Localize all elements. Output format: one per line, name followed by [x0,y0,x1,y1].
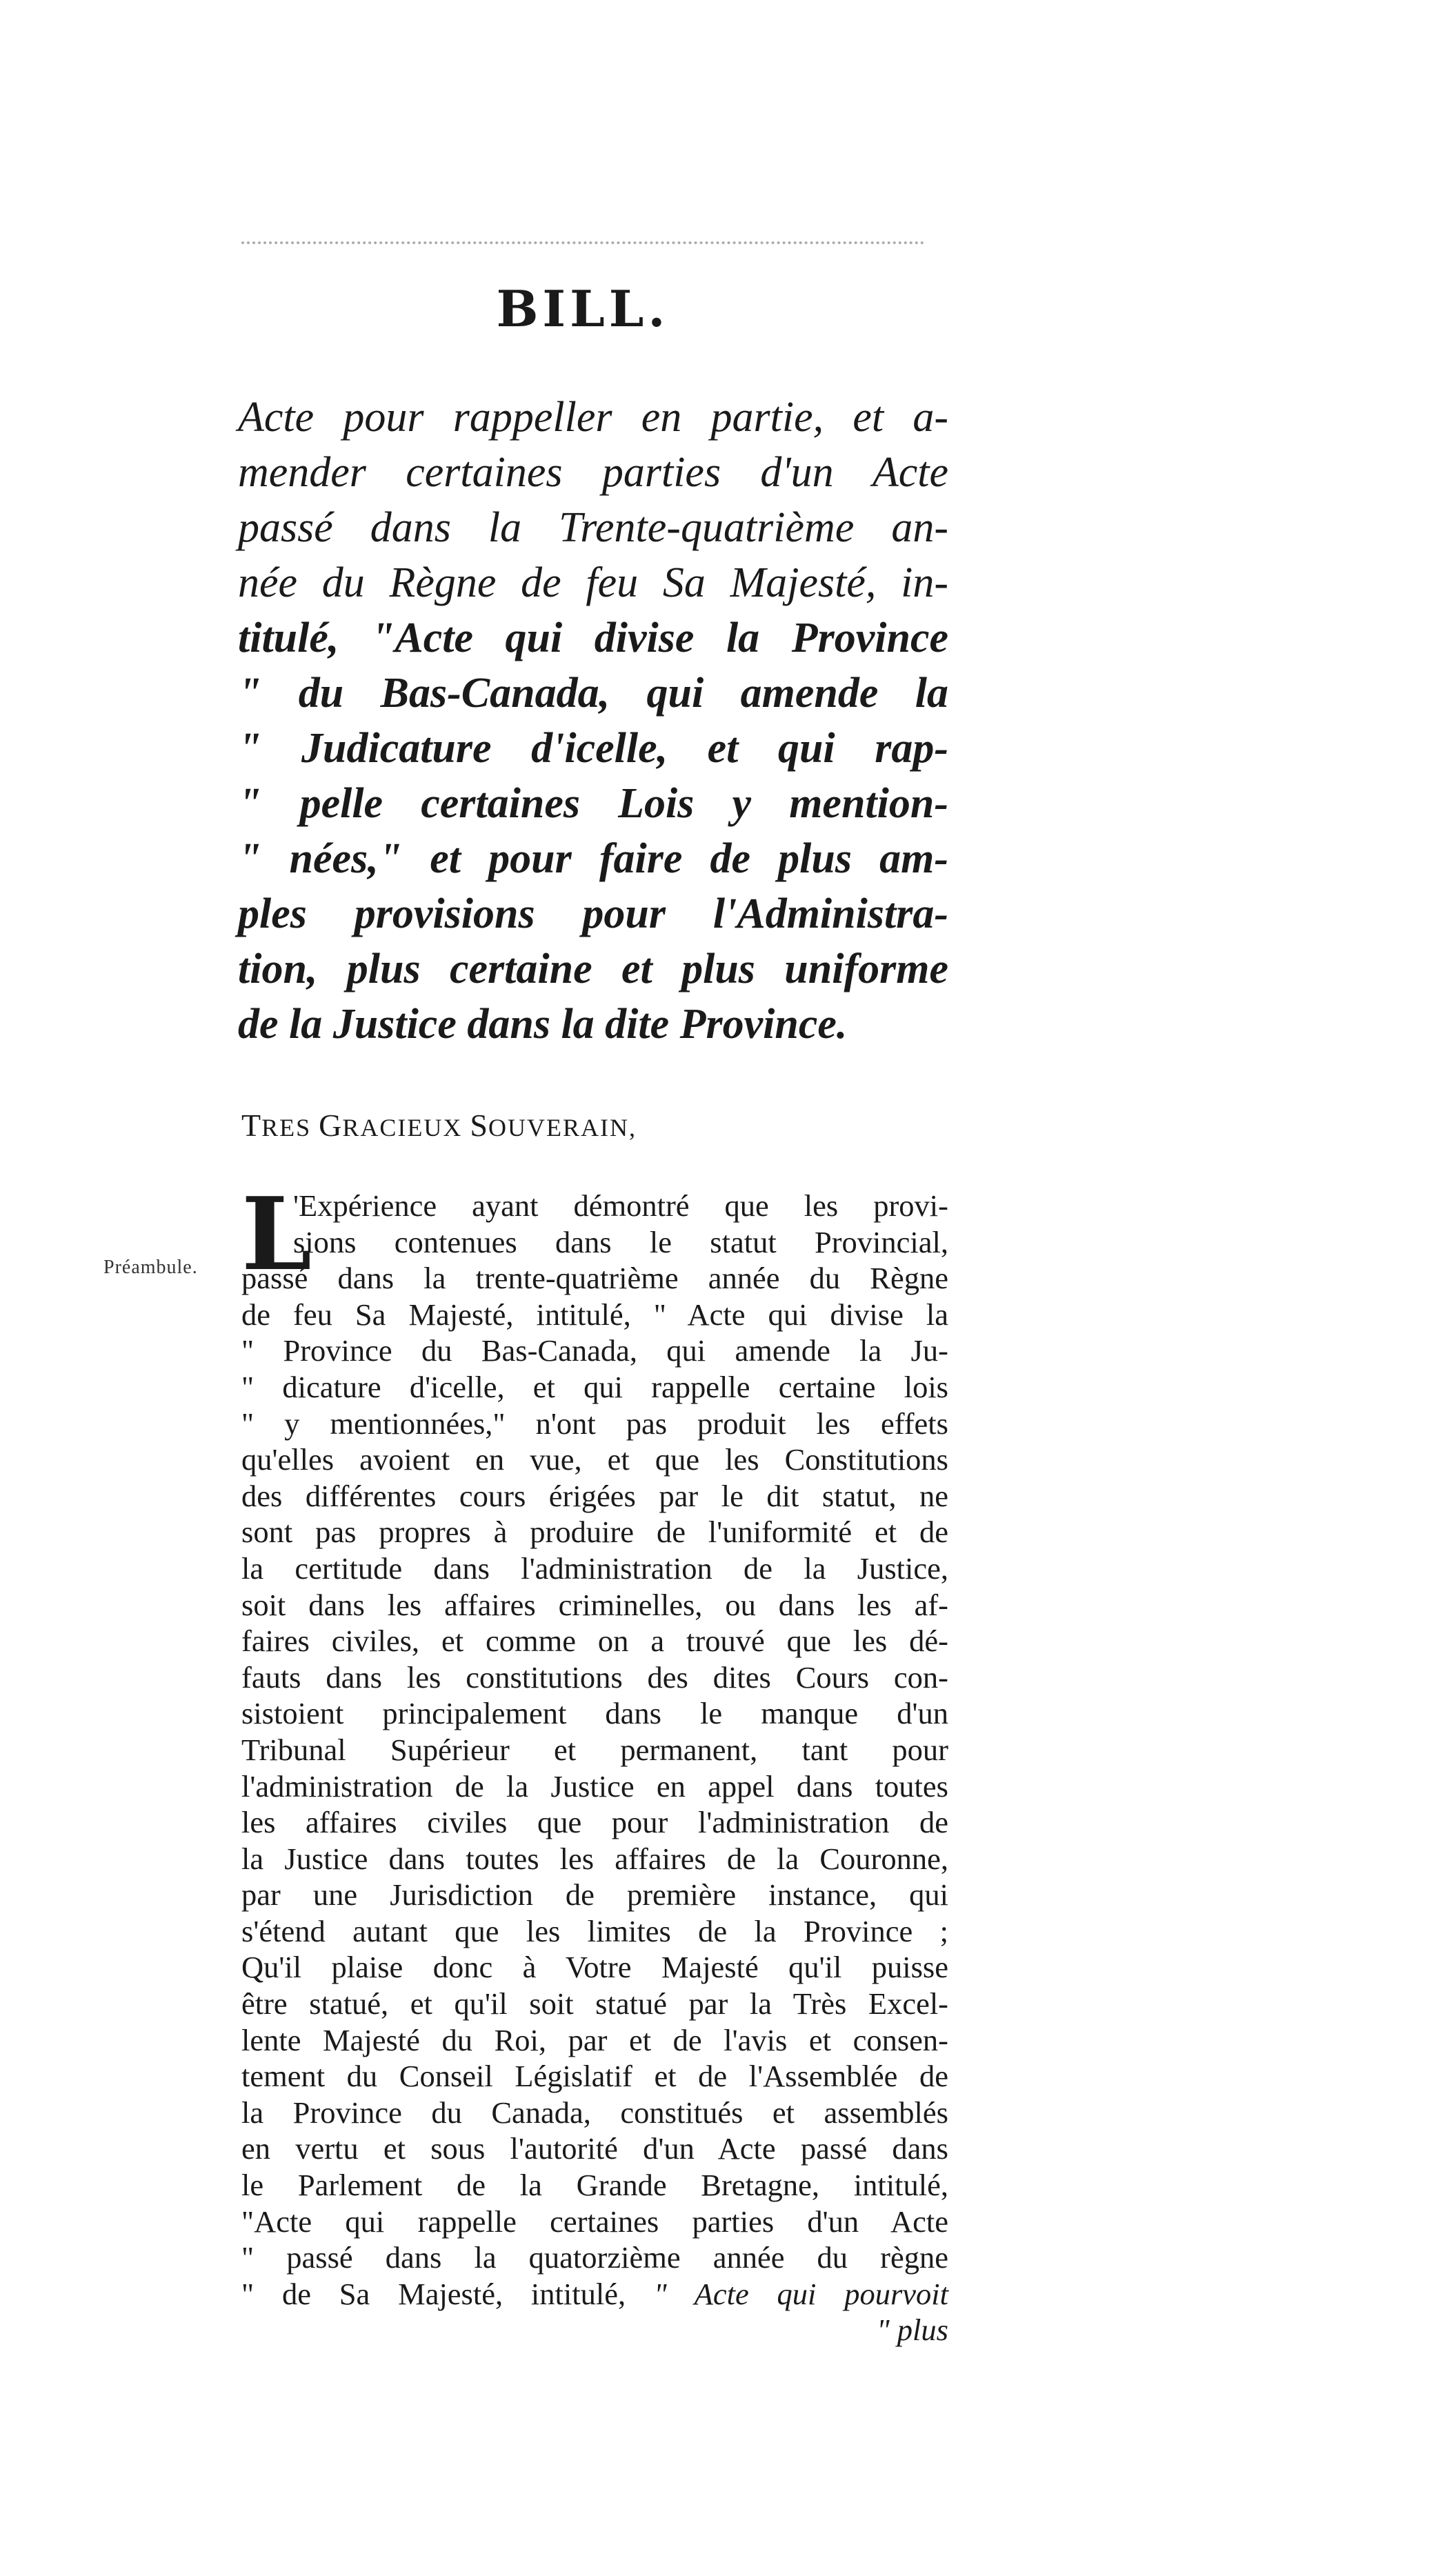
body-line: " dicature d'icelle, et qui rappelle certaine lois [241,1369,948,1404]
act-title-line: passé dans la Trente-quatrième an- [238,504,948,551]
body-line: la Province du Canada, constitués et assemblés [241,2095,948,2130]
body-line: faires civiles, et comme on a trouvé que les dé- [241,1624,948,1659]
act-title-line: " pelle certaines Lois y mention- [238,780,948,827]
act-title [238,390,948,1052]
body-line: tement du Conseil Législatif et de l'Assemblée de [241,2059,948,2094]
page-title: BILL. [496,279,670,338]
act-title-line: ples provisions pour l'Administra- [238,890,948,937]
body-line: passé dans la trente-quatrième année du Règne [241,1261,948,1296]
catchword: " plus [877,2313,948,2348]
body-line: " passé dans la quatorzième année du règne [241,2240,948,2275]
act-title-line: mender certaines parties d'un Acte [238,449,948,496]
margin-note-preamble: Préambule. [103,1257,198,1278]
salutation-part: RACIEUX [342,1114,470,1141]
salutation-part: G [319,1108,343,1143]
body-line: sions contenues dans le statut Provincial, [293,1224,948,1259]
act-title-line: titulé, "Acte qui divise la Province [238,615,948,661]
body-line: par une Jurisdiction de première instance, qui [241,1877,948,1913]
salutation-part: RES [261,1114,319,1141]
drop-cap: L [241,1176,312,1293]
act-title-line: Acte pour rappeller en partie, et a- [238,394,948,441]
body-line: " Province du Bas-Canada, qui amende la Ju- [241,1333,948,1368]
body-line: s'étend autant que les limites de la Province ; [241,1913,948,1948]
salutation-part: S [470,1108,488,1143]
body-line: soit dans les affaires criminelles, ou dans les af- [241,1587,948,1622]
act-title-line: " du Bas-Canada, qui amende la [238,670,948,717]
body-line: sont pas propres à produire de l'uniformité et de [241,1515,948,1550]
body-line: le Parlement de la Grande Bretagne, intitulé, [241,2168,948,2203]
body-line: qu'elles avoient en vue, et que les Constitutions [241,1442,948,1477]
act-title-line: née du Règne de feu Sa Majesté, in- [238,559,948,606]
body-line-italic: " Acte qui pourvoit [653,2276,948,2311]
body-line: sistoient principalement dans le manque d'un [241,1696,948,1731]
body-line: fauts dans les constitutions des dites Cours con- [241,1659,948,1695]
body-line: 'Expérience ayant démontré que les provi- [293,1188,948,1223]
salutation-part: T [241,1108,262,1143]
salutation-part: OUVERAIN, [488,1114,637,1141]
body-line: des différentes cours érigées par le dit statut, ne [241,1478,948,1513]
body-line: Qu'il plaise donc à Votre Majesté qu'il puisse [241,1950,948,1985]
body-line [241,2276,948,2313]
act-title-line: tion, plus certaine et plus uniforme [238,946,948,992]
body-line: la certitude dans l'administration de la Justice, [241,1550,948,1586]
act-title-line: " nées," et pour faire de plus am- [238,835,948,882]
body-line-plain: " de Sa Majesté, intitulé, [241,2276,654,2311]
body-line: être statué, et qu'il soit statué par la Très Excel- [241,1986,948,2021]
act-title-line: de la Justice dans la dite Province. [238,1001,848,1048]
body-line: "Acte qui rappelle certaines parties d'un Acte [241,2204,948,2239]
body-line: la Justice dans toutes les affaires de la Couronne, [241,1841,948,1876]
body-line: Tribunal Supérieur et permanent, tant pour [241,1732,948,1767]
body-line: en vertu et sous l'autorité d'un Acte passé dans [241,2131,948,2166]
body-line: l'administration de la Justice en appel dans toutes [241,1768,948,1804]
act-title-line: " Judicature d'icelle, et qui rap- [238,725,948,772]
preamble-text [241,1188,948,2348]
body-line: de feu Sa Majesté, intitulé, " Acte qui divise la [241,1297,948,1332]
body-line: les affaires civiles que pour l'administration de [241,1805,948,1840]
body-line: lente Majesté du Roi, par et de l'avis et consen- [241,2022,948,2057]
top-dotted-rule [241,241,924,244]
salutation [241,1107,637,1144]
body-line: " y mentionnées," n'ont pas produit les effets [241,1406,948,1441]
